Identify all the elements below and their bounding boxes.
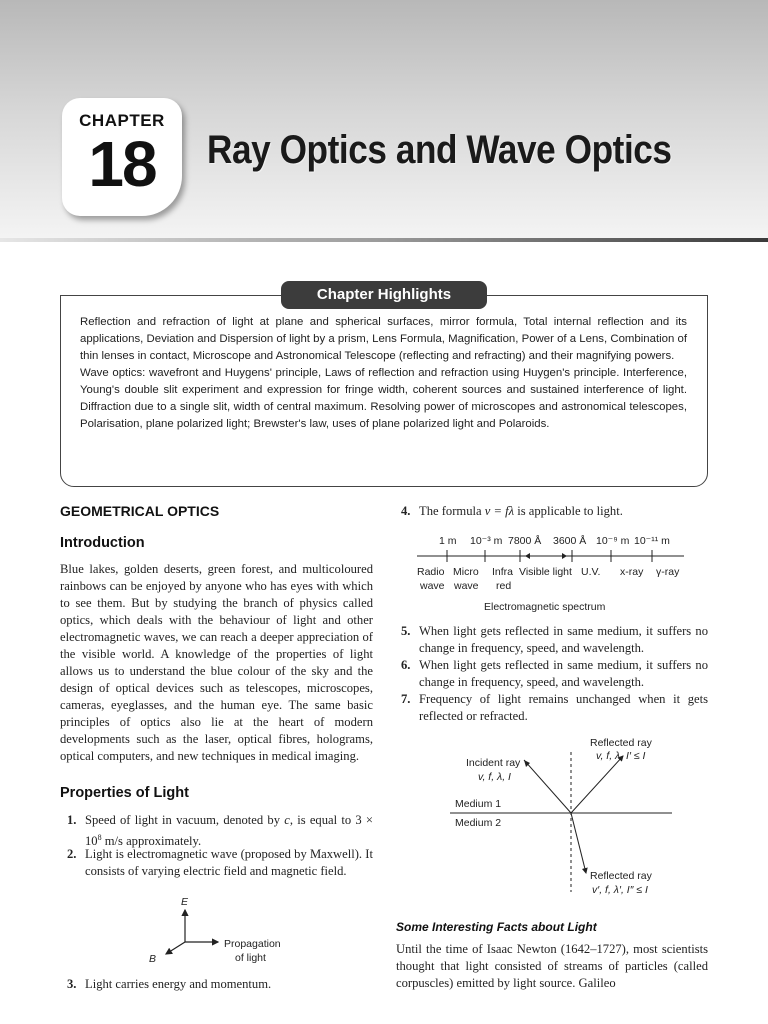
facts-heading: Some Interesting Facts about Light xyxy=(396,920,597,934)
item-number: 3. xyxy=(67,977,77,991)
highlights-paragraph-1: Reflection and refraction of light at plane and spherical surfaces, mirror formula, Total internal reflection and its applications, Deviation and Dispersion of light by a prism, Lens Formula, Magnification, Power of a Lens, Combination of thin lenses in contact, Microscope and Astronomical Telescope (reflecting and refracting) and their magnifying powers. xyxy=(80,316,687,362)
propagation-label-2: of light xyxy=(235,952,266,964)
b-label: B xyxy=(149,953,157,965)
item-number: 7. xyxy=(401,692,411,706)
reflected-ray xyxy=(571,756,623,813)
item-text: The formula v = fλ is applicable to light. xyxy=(419,504,623,518)
band-label: Visible light xyxy=(519,566,572,578)
highlights-heading: Chapter Highlights xyxy=(281,281,487,309)
reflection-refraction-figure xyxy=(440,732,690,900)
band-label: wave xyxy=(454,580,479,592)
scale-label: 10⁻³ m xyxy=(470,535,503,547)
scale-label: 3600 Å xyxy=(553,535,587,547)
item-text: Light is electromagnetic wave (proposed by Maxwell). It consists of varying electric field and magnetic field. xyxy=(85,847,373,878)
medium-1-label: Medium 1 xyxy=(455,798,502,810)
list-item xyxy=(400,657,708,691)
item-text: Light carries energy and momentum. xyxy=(85,977,272,991)
highlights-paragraph-2: Wave optics: wavefront and Huygens' principle, Laws of reflection and refraction using Huygen's principle. Interference, Young's double slit experiment and expression for fringe width, coherent sources and sustained interference of light. Diffraction due to a single slit, width of central maximum. Resolving power of microscopes and astronomical telescopes, Polarisation, plane polarized light; Brewster's law, uses of plane polarized light and Polaroids. xyxy=(80,367,687,430)
item-number: 2. xyxy=(67,847,77,861)
facts-paragraph: Until the time of Isaac Newton (1642–1727), most scientists thought that light consisted of streams of particles (called corpuscles) emitted by light source. Galileo xyxy=(396,942,708,990)
reflected-vars: v, f, λ, I′ ≤ I xyxy=(596,750,646,762)
incident-vars: v, f, λ, I xyxy=(478,771,511,783)
refracted-label: Reflected ray xyxy=(590,870,652,882)
incident-ray xyxy=(524,760,571,813)
refracted-vars: v′, f, λ′, I″ ≤ I xyxy=(592,884,648,896)
band-label: U.V. xyxy=(581,566,601,578)
b-axis xyxy=(166,942,185,954)
scale-label: 10⁻¹¹ m xyxy=(634,535,670,547)
chapter-badge xyxy=(62,98,182,216)
item-text: Speed of light in vacuum, denoted by c, is equal to $3 \times 10^8$ m/s approximately. xyxy=(85,813,373,849)
band-label: Micro xyxy=(453,566,479,578)
band-label: Radio xyxy=(417,566,445,578)
spectrum-caption: Electromagnetic spectrum xyxy=(484,601,606,613)
item-number: 6. xyxy=(401,658,411,672)
item-number: 4. xyxy=(401,504,411,518)
header-divider xyxy=(0,238,768,242)
e-label: E xyxy=(181,896,189,908)
list-item xyxy=(400,691,708,725)
chapter-label: CHAPTER xyxy=(79,111,165,130)
band-label: wave xyxy=(420,580,445,592)
field-axes-figure xyxy=(140,892,320,972)
reflected-label: Reflected ray xyxy=(590,737,652,749)
item-number: 1. xyxy=(67,813,77,827)
scale-label: 10⁻⁹ m xyxy=(596,535,630,547)
properties-heading: Properties of Light xyxy=(60,785,189,801)
item-text: When light gets reflected in same medium, it suffers no change in frequency, speed, and wavelength. xyxy=(419,658,708,689)
intro-paragraph: Blue lakes, golden deserts, green forest, and multicoloured rainbows can be enjoyed by anyone who has eyes with which to see them. But by studying the branch of physics called optics, which deals with the behaviour of light and other electromagnetic waves, we can reach a deeper appreciation of the visible world. A knowledge of the properties of light allows us to understand the blue colour of the sky and the design of optical devices such as telescopes, microscopes, cameras, eyeglasses, and the human eye. The same basic principles of optics also lie at the heart of modern developments such as the laser, optical fibres, holograms, optical computers, and new techniques in medical imaging. xyxy=(60,562,373,763)
band-label: γ-ray xyxy=(656,566,680,578)
visible-arrow-left xyxy=(525,553,530,559)
em-spectrum-figure xyxy=(412,528,692,620)
incident-label: Incident ray xyxy=(466,757,521,769)
list-item xyxy=(400,623,708,657)
list-item xyxy=(60,846,373,880)
refracted-ray xyxy=(571,813,586,873)
section-heading: GEOMETRICAL OPTICS xyxy=(60,503,220,519)
intro-text-block xyxy=(60,561,373,765)
band-label: Infra xyxy=(492,566,514,578)
medium-2-label: Medium 2 xyxy=(455,817,502,829)
intro-heading: Introduction xyxy=(60,535,145,551)
propagation-label-1: Propagation xyxy=(224,938,281,950)
item-text: Frequency of light remains unchanged when it gets reflected or refracted. xyxy=(419,692,708,723)
scale-label: 7800 Å xyxy=(508,535,542,547)
item-text: When light gets reflected in same medium, it suffers no change in frequency, speed, and wavelength. xyxy=(419,624,708,655)
chapter-number: 18 xyxy=(88,128,156,200)
scale-label: 1 m xyxy=(439,535,457,547)
visible-arrow-right xyxy=(562,553,567,559)
band-label: red xyxy=(496,580,512,592)
facts-text-block xyxy=(396,941,708,992)
chapter-title: Ray Optics and Wave Optics xyxy=(207,128,672,172)
highlights-text xyxy=(80,314,687,433)
list-item xyxy=(60,976,373,993)
list-item xyxy=(400,503,708,520)
band-label: x-ray xyxy=(620,566,644,578)
item-number: 5. xyxy=(401,624,411,638)
list-item xyxy=(60,812,373,850)
